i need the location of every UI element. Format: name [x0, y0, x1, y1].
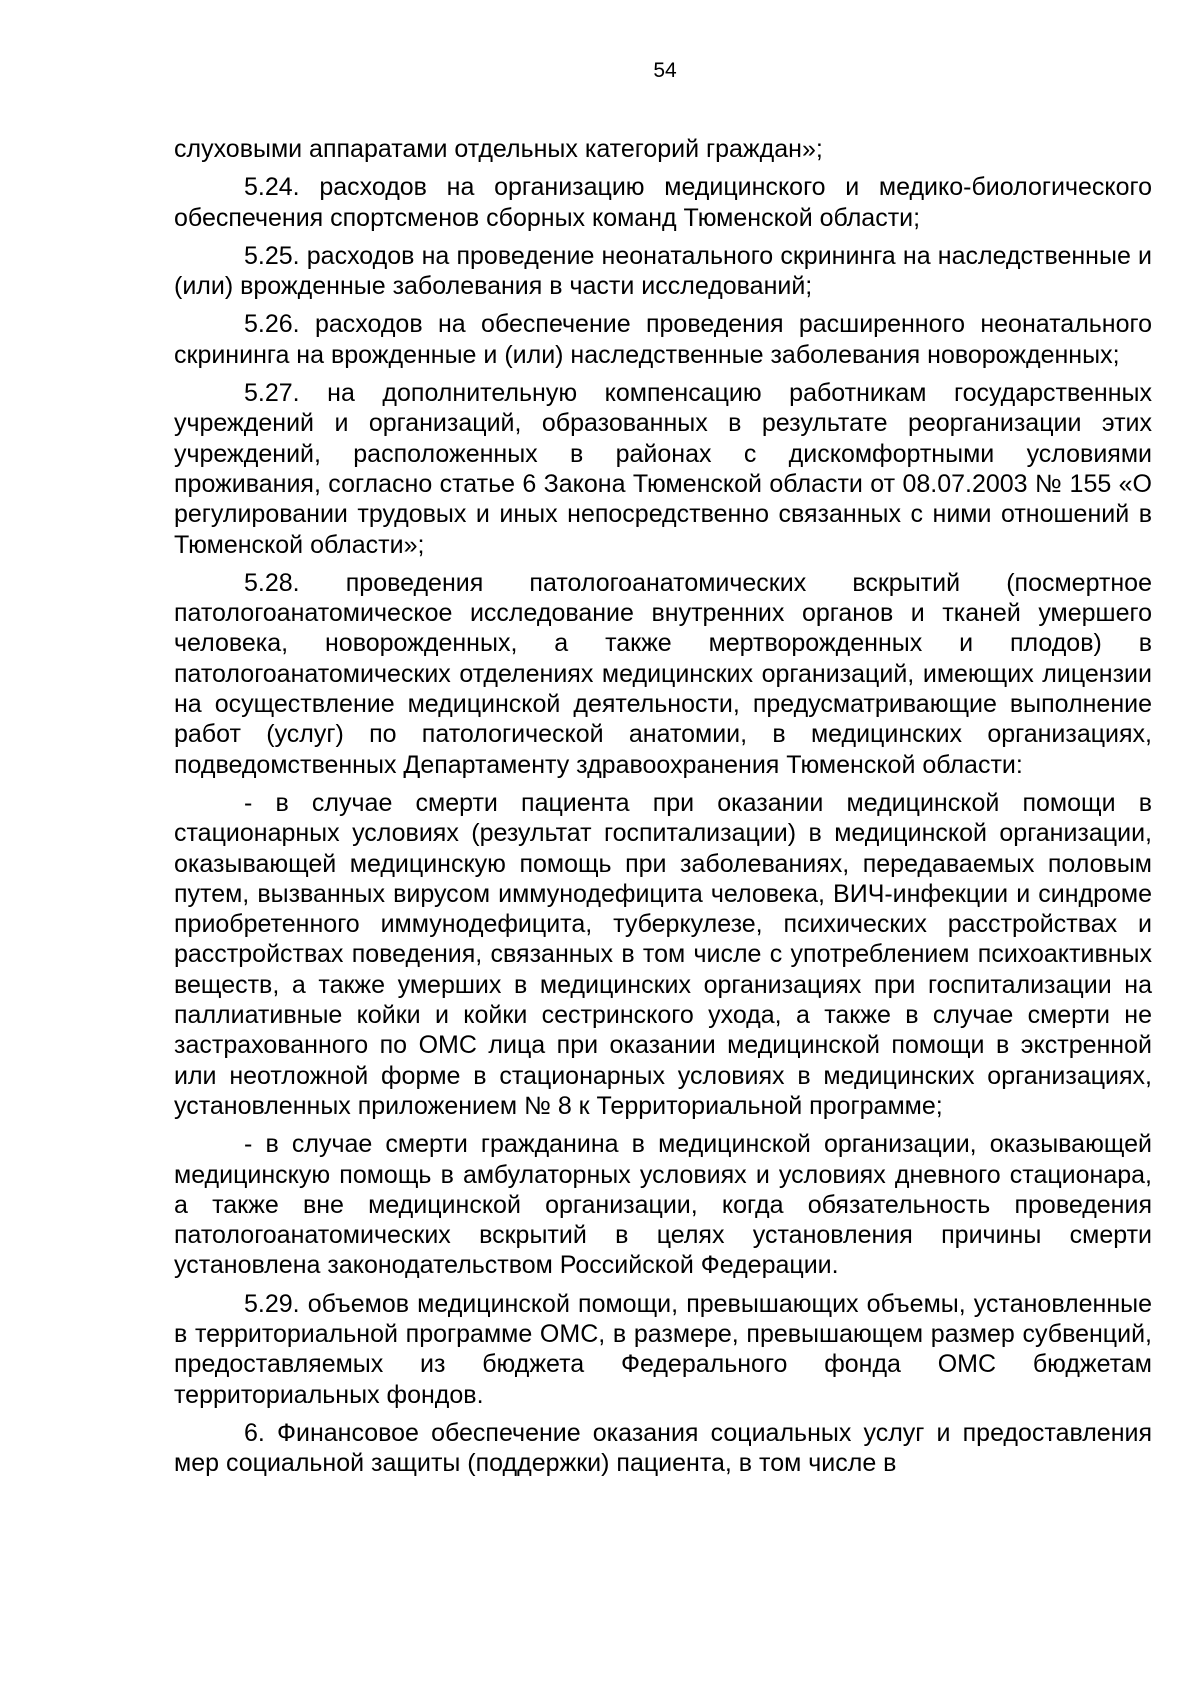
document-body — [174, 134, 1152, 1486]
paragraph-continuation: слуховыми аппаратами отдельных категорий граждан»; — [174, 135, 823, 163]
paragraph-5-27: 5.27. на дополнительную компенсацию работникам государственных учреждений и организаций, образованных в результате реорганизации этих учреждений, расположенных в районах с дискомфортными условиями проживания, согласно статье 6 Закона Тюменской области от 08.07.2003 № 155 «О регулировании трудовых и иных непосредственно связанных с ними отношений в Тюменской области»; — [174, 379, 1152, 559]
paragraph-6: 6. Финансовое обеспечение оказания социальных услуг и предоставления мер социальной защиты (поддержки) пациента, в том числе в — [174, 1418, 1152, 1478]
page-number: 54 — [653, 59, 677, 82]
list-item-5-28-a: - в случае смерти пациента при оказании медицинской помощи в стационарных условиях (результат госпитализации) в медицинской организации, оказывающей медицинскую помощь при заболеваниях, передаваемых половым путем, вызванных вирусом иммунодефицита человека, ВИЧ-инфекции и синдроме приобретенного иммунодефицита, туберкулезе, психических расстройствах и расстройствах поведения, связанных в том числе с употреблением психоактивных веществ, а также умерших в медицинских организациях при госпитализации на паллиативные койки и койки сестринского ухода, а также в случае смерти не застрахованного по ОМС лица при оказании медицинской помощи в экстренной или неотложной форме в стационарных условиях в медицинских организациях, установленных приложением № 8 к Территориальной программе; — [174, 788, 1152, 1120]
paragraph-5-26: 5.26. расходов на обеспечение проведения расширенного неонатального скрининга на врожденные и (или) наследственные заболевания новорожденных; — [174, 310, 1152, 369]
paragraph-5-24: 5.24. расходов на организацию медицинского и медико-биологического обеспечения спортсменов сборных команд Тюменской области; — [174, 173, 1152, 232]
paragraph-5-25: 5.25. расходов на проведение неонатального скрининга на наследственные и (или) врожденные заболевания в части исследований; — [174, 241, 1152, 301]
paragraph-5-29: 5.29. объемов медицинской помощи, превышающих объемы, установленные в территориальной программе ОМС, в размере, превышающем размер субвенций, предоставляемых из бюджета Федерального фонда ОМС бюджетам территориальных фондов. — [174, 1289, 1152, 1409]
list-item-5-28-b: - в случае смерти гражданина в медицинской организации, оказывающей медицинскую помощь в амбулаторных условиях и условиях дневного стационара, а также вне медицинской организации, когда обязательность проведения патологоанатомических вскрытий в целях установления причины смерти установлена законодательством Российской Федерации. — [174, 1130, 1152, 1280]
paragraph-5-28: 5.28. проведения патологоанатомических вскрытий (посмертное патологоанатомическое исследование внутренних органов и тканей умершего человека, новорожденных, а также мертворожденных и плодов) в патологоанатомических отделениях медицинских организаций, имеющих лицензии на осуществление медицинской деятельности, предусматривающие выполнение работ (услуг) по патологической анатомии, в медицинских организациях, подведомственных Департаменту здравоохранения Тюменской области: — [174, 568, 1152, 779]
